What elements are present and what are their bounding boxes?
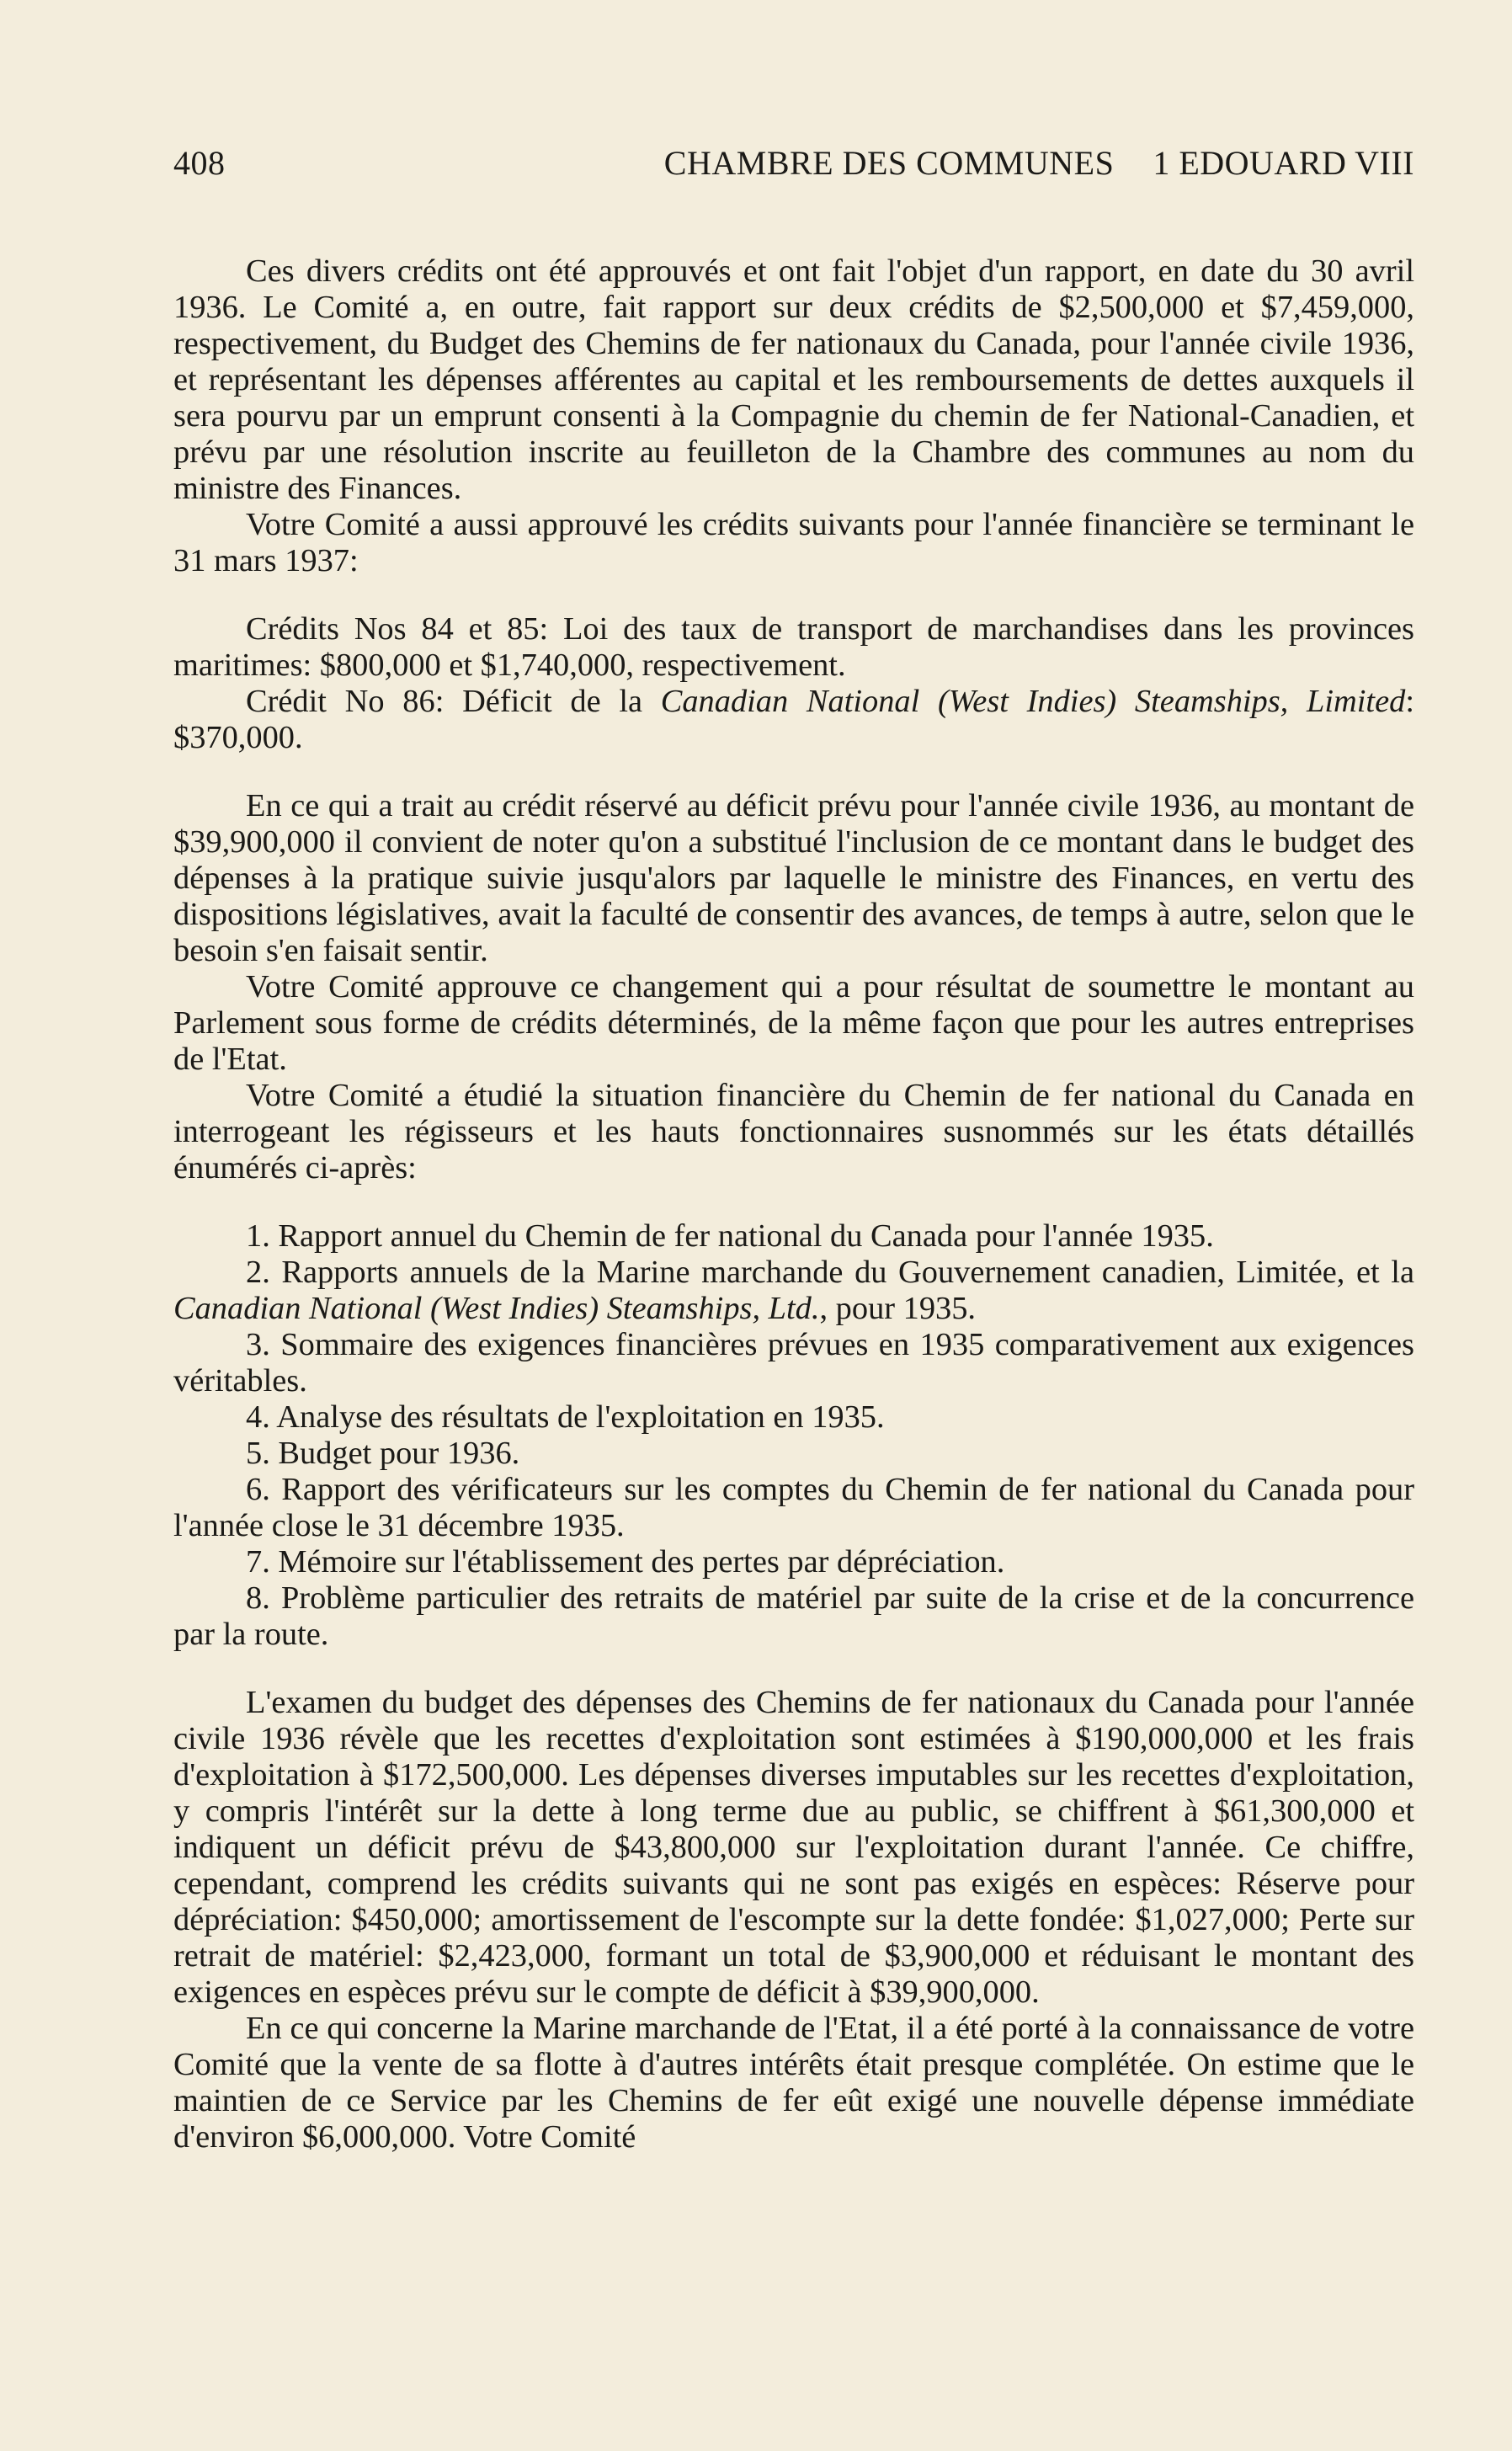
italic-company-name: Canadian National (West Indies) Steamships, Ltd. <box>173 1291 820 1326</box>
page-number: 408 <box>173 144 226 182</box>
list-item: 5. Budget pour 1936. <box>246 1436 520 1471</box>
paragraph: En ce qui a trait au crédit réservé au déficit prévu pour l'année civile 1936, au montant de $39,900,000 il convient de noter qu'on a substitué l'inclusion de ce montant dans le budget des dépenses à la pratique suivie jusqu'alors par laquelle le ministre des Finances, en vertu des dispositions législatives, avait la faculté de consentir des avances, de temps à autre, selon que le besoin s'en faisait sentir. <box>173 788 1414 968</box>
numbered-list <box>173 1218 1414 1653</box>
running-header <box>173 143 1414 183</box>
list-item: 7. Mémoire sur l'établissement des pertes par dépréciation. <box>246 1544 1005 1580</box>
italic-company-name: Canadian National (West Indies) Steamships, Limited <box>660 684 1406 719</box>
paragraph: Ces divers crédits ont été approuvés et ont fait l'objet d'un rapport, en date du 30 avril 1936. Le Comité a, en outre, fait rapport sur deux crédits de $2,500,000 et $7,459,000, respectivement, du Budget des Chemins de fer nationaux du Canada, pour l'année civile 1936, et représentant les dépenses afférentes au capital et les remboursements de dettes auxquels il sera pourvu par un emprunt consenti à la Compagnie du chemin de fer National-Canadien, et prévu par une résolution inscrite au feuilleton de la Chambre des communes au nom du ministre des Finances. <box>173 253 1414 506</box>
header-title: CHAMBRE DES COMMUNES <box>663 144 1115 182</box>
paragraph: Votre Comité approuve ce changement qui a pour résultat de soumettre le montant au Parlement sous forme de crédits déterminés, de la même façon que pour les autres entreprises de l'Etat. <box>173 969 1414 1077</box>
list-item: 1. Rapport annuel du Chemin de fer national du Canada pour l'année 1935. <box>246 1218 1214 1254</box>
list-item: 4. Analyse des résultats de l'exploitation en 1935. <box>246 1399 885 1435</box>
paragraph: Crédits Nos 84 et 85: Loi des taux de transport de marchandises dans les provinces maritimes: $800,000 et $1,740,000, respectivement. <box>173 611 1414 683</box>
paragraph: Votre Comité a étudié la situation financière du Chemin de fer national du Canada en interrogeant les régisseurs et les hauts fonctionnaires susnommés sur les états détaillés énumérés ci-après: <box>173 1078 1414 1186</box>
list-item: 6. Rapport des vérificateurs sur les comptes du Chemin de fer national du Canada pour l'année close le 31 décembre 1935. <box>173 1472 1414 1543</box>
paragraph: En ce qui concerne la Marine marchande de l'Etat, il a été porté à la connaissance de votre Comité que la vente de sa flotte à d'autres intérêts était presque complétée. On estime que le maintien de ce Service par les Chemins de fer eût exigé une nouvelle dépense immédiate d'environ $6,000,000. Votre Comité <box>173 2011 1414 2155</box>
paragraph: L'examen du budget des dépenses des Chemins de fer nationaux du Canada pour l'année civile 1936 révèle que les recettes d'exploitation sont estimées à $190,000,000 et les frais d'exploitation à $172,500,000. Les dépenses diverses imputables sur les recettes d'exploitation, y compris l'intérêt sur la dette à long terme due au public, se chiffrent à $61,300,000 et indiquent un déficit prévu de $43,800,000 sur l'exploitation durant l'année. Ce chiffre, cependant, comprend les crédits suivants qui ne sont pas exigés en espèces: Réserve pour dépréciation: $450,000; amortissement de l'escompte sur la dette fondée: $1,027,000; Perte sur retrait de matériel: $2,423,000, formant un total de $3,900,000 et réduisant le montant des exigences en espèces prévu sur le compte de déficit à $39,900,000. <box>173 1685 1414 2010</box>
header-regnal-year: 1 EDOUARD VIII <box>1153 144 1414 182</box>
body-text <box>173 253 1414 2155</box>
list-item: 2. Rapports annuels de la Marine marchande du Gouvernement canadien, Limitée, et la Canadian National (West Indies) Steamships, Ltd., pour 1935. <box>173 1255 1414 1326</box>
paragraph: Votre Comité a aussi approuvé les crédits suivants pour l'année financière se terminant le 31 mars 1937: <box>173 507 1414 578</box>
list-item: 3. Sommaire des exigences financières prévues en 1935 comparativement aux exigences véritables. <box>173 1327 1414 1399</box>
paragraph: Crédit No 86: Déficit de la Canadian National (West Indies) Steamships, Limited: $370,000. <box>173 684 1414 755</box>
list-item: 8. Problème particulier des retraits de matériel par suite de la crise et de la concurrence par la route. <box>173 1580 1414 1652</box>
